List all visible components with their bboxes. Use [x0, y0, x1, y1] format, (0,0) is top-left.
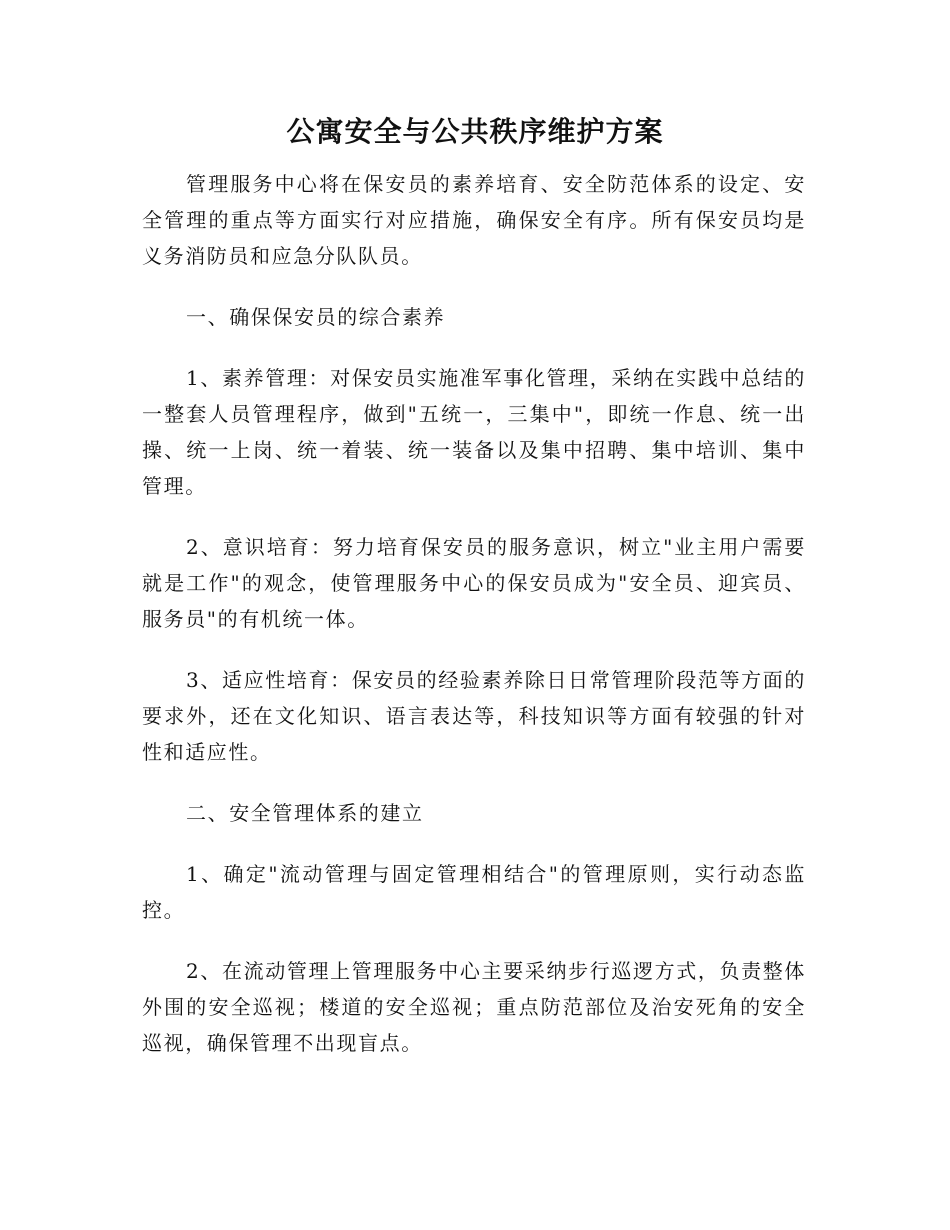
document-title: 公寓安全与公共秩序维护方案	[286, 115, 664, 148]
document-body	[142, 166, 806, 1086]
paragraph-quality-management: 1、素养管理：对保安员实施准军事化管理，采纳在实践中总结的一整套人员管理程序，做到"五统一，三集中"，即统一作息、统一出操、统一上岗、统一着装、统一装备以及集中招聘、集中培训、集中管理。	[142, 366, 806, 498]
paragraph-management-principle: 1、确定"流动管理与固定管理相结合"的管理原则，实行动态监控。	[142, 862, 806, 922]
section-heading-2: 二、安全管理体系的建立	[186, 801, 424, 825]
paragraph-adaptability-training: 3、适应性培育：保安员的经验素养除日日常管理阶段范等方面的要求外，还在文化知识、语言表达等，科技知识等方面有较强的针对性和适应性。	[142, 668, 806, 764]
paragraph-patrol-management: 2、在流动管理上管理服务中心主要采纳步行巡逻方式，负责整体外围的安全巡视；楼道的安全巡视；重点防范部位及治安死角的安全巡视，确保管理不出现盲点。	[142, 959, 806, 1055]
intro-paragraph: 管理服务中心将在保安员的素养培育、安全防范体系的设定、安全管理的重点等方面实行对应措施，确保安全有序。所有保安员均是义务消防员和应急分队队员。	[142, 172, 806, 268]
paragraph-awareness-training: 2、意识培育：努力培育保安员的服务意识，树立"业主用户需要就是工作"的观念，使管理服务中心的保安员成为"安全员、迎宾员、服务员"的有机统一体。	[142, 535, 806, 631]
section-heading-1: 一、确保保安员的综合素养	[186, 305, 446, 329]
